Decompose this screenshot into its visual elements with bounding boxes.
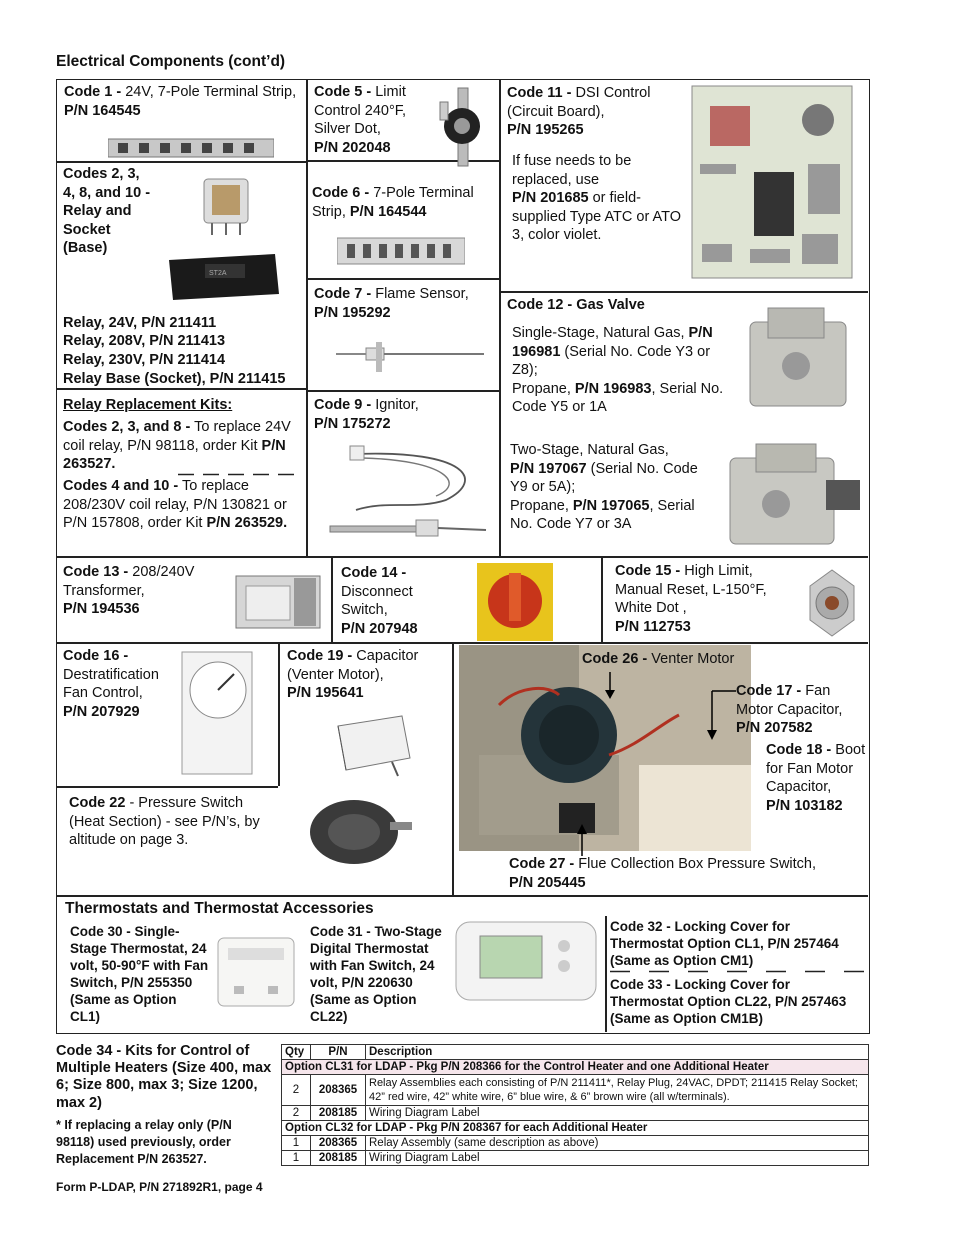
svg-text:ST2A: ST2A (209, 270, 227, 277)
header-description: Description (366, 1045, 869, 1060)
limit-control-image (432, 86, 492, 170)
footer: Form P-LDAP, P/N 271892R1, page 4 (56, 1180, 263, 1194)
code34-note: * If replacing a relay only (P/N 98118) used previously, order Replacement P/N 263527. (56, 1118, 232, 1166)
flame-sensor-image (336, 338, 486, 378)
cell-description: Wiring Diagram Label (366, 1106, 869, 1121)
code31-text: Code 31 - Two-Stage Digital Thermostat with Fan Switch, 24 volt, P/N 220630 (Same as Option CL22) (310, 924, 442, 1024)
page-title: Electrical Components (cont’d) (56, 53, 286, 70)
code1-text: Code 1 - 24V, 7-Pole Terminal Strip, P/N 164545 (64, 84, 297, 119)
code7-text: Code 7 - Flame Sensor, P/N 195292 (314, 286, 469, 321)
code30-text: Code 30 - Single-Stage Thermostat, 24 volt, 50-90°F with Fan Switch, P/N 255350 (Same as Option CL1) (70, 924, 209, 1024)
gas-valve-two-stage-image (716, 440, 862, 552)
ignitor-image (326, 440, 494, 550)
thermostats-title: Thermostats and Thermostat Accessories (65, 900, 374, 917)
option-cl31: Option CL31 for LDAP - Pkg P/N 208366 for the Control Heater and one Additional Heater (282, 1060, 869, 1075)
code27-label: Code 27 - Flue Collection Box Pressure Switch, P/N 205445 (509, 856, 817, 891)
relay-kits-title: Relay Replacement Kits: (63, 397, 233, 413)
relay-base: Relay Base (Socket), P/N 211415 (63, 371, 286, 387)
code15-text: Code 15 - High Limit, Manual Reset, L-150°F, White Dot , P/N 112753 (615, 563, 767, 635)
code16-text: Code 16 - Destratification Fan Control, P/N 207929 (63, 648, 159, 720)
cell-pn: 208365 (311, 1075, 366, 1106)
code12-title: Code 12 - Gas Valve (507, 297, 645, 313)
header-pn: P/N (311, 1045, 366, 1060)
code14-text: Code 14 - Disconnect Switch, P/N 207948 (341, 565, 418, 637)
code33-text: Code 33 - Locking Cover for Thermostat Option CL22, P/N 257463 (Same as Option CM1B) (610, 977, 847, 1026)
relay-kit-2: Codes 4 and 10 - To replace 208/230V coil relay, P/N 130821 or P/N 157808, order Kit P/N 263529. (63, 478, 288, 532)
terminal-strip-image (108, 137, 274, 159)
single-stage-thermostat-image (214, 934, 298, 1010)
code13-text: Code 13 - 208/240V Transformer, P/N 194536 (63, 564, 195, 618)
gas-valve-single-image (742, 302, 854, 420)
code11-text: Code 11 - DSI Control (Circuit Board), P/N 195265 (507, 85, 651, 139)
cell-description: Relay Assembly (same description as above) (366, 1136, 869, 1151)
terminal-strip-7pole-image (337, 234, 465, 270)
option-row (282, 1121, 869, 1136)
dashed-divider-thermo (610, 970, 864, 973)
high-limit-image (800, 566, 864, 640)
option-row (282, 1060, 869, 1075)
cell-pn: 208185 (311, 1106, 366, 1121)
code19-text: Code 19 - Capacitor (Venter Motor), P/N 195641 (287, 648, 419, 702)
arrow-venter-motor (604, 672, 616, 700)
relay-socket-image (165, 250, 283, 302)
cell-qty: 2 (282, 1075, 311, 1106)
code32-text: Code 32 - Locking Cover for Thermostat Option CL1, P/N 257464 (Same as Option CM1) (610, 919, 839, 968)
arrow-fan-capacitor (706, 690, 736, 742)
table-row (282, 1106, 869, 1121)
code11-fuse-note: If fuse needs to be replaced, use P/N 201685 or field-supplied Type ATC or ATO 3, color violet. (512, 153, 681, 244)
arrow-flue-pressure-switch (576, 822, 588, 856)
capacitor-image (332, 710, 418, 778)
transformer-image (232, 568, 324, 634)
cell-qty: 2 (282, 1106, 311, 1121)
table-header-row (282, 1045, 869, 1060)
code12-two-stage: Two-Stage, Natural Gas, P/N 197067 (Serial No. Code Y9 or 5A); Propane, P/N 197065, Serial No. Code Y7 or 3A (510, 442, 698, 533)
relay-kit-1: Codes 2, 3, and 8 - To replace 24V coil relay, P/N 98118, order Kit P/N 263527. (63, 419, 291, 473)
relay-24v: Relay, 24V, P/N 211411 (63, 315, 217, 331)
table-row (282, 1151, 869, 1166)
relay-image (200, 175, 252, 237)
pressure-switch-image (296, 790, 416, 870)
code18-label: Code 18 - Boot for Fan Motor Capacitor, P/N 103182 (766, 742, 866, 814)
cell-description: Relay Assemblies each consisting of P/N 211411*, Relay Plug, 24VAC, DPDT; 211415 Relay Socket; 42” red wire, 42” white wire, 6” blue wire, & 6” brown wire (all w/terminals). (366, 1075, 869, 1106)
disconnect-switch-image (477, 563, 553, 641)
header-qty: Qty (282, 1045, 311, 1060)
dashed-divider (178, 473, 302, 476)
relay-230v: Relay, 230V, P/N 211414 (63, 352, 226, 368)
relay-208v: Relay, 208V, P/N 211413 (63, 333, 226, 349)
table-row (282, 1136, 869, 1151)
code5-text: Code 5 - Limit Control 240°F, Silver Dot, P/N 202048 (314, 84, 407, 156)
code22-text: Code 22 - Pressure Switch (Heat Section) - see P/N’s, by altitude on page 3. (69, 795, 260, 849)
code9-text: Code 9 - Ignitor, P/N 175272 (314, 397, 419, 432)
code6-text: Code 6 - 7-Pole Terminal Strip, P/N 164544 (312, 185, 474, 220)
kits-table (281, 1044, 869, 1166)
code2-title: Codes 2, 3, 4, 8, and 10 - Relay and Socket (Base) (63, 166, 151, 257)
code17-label: Code 17 - Fan Motor Capacitor, P/N 207582 (736, 683, 843, 737)
digital-thermostat-image (452, 918, 600, 1004)
cell-description: Wiring Diagram Label (366, 1151, 869, 1166)
fan-control-image (178, 650, 256, 778)
code12-single-stage: Single-Stage, Natural Gas, P/N 196981 (Serial No. Code Y3 or Z8); Propane, P/N 196983, Serial No. Code Y5 or 1A (512, 325, 724, 416)
cell-qty: 1 (282, 1151, 311, 1166)
cell-pn: 208365 (311, 1136, 366, 1151)
code34-title: Code 34 - Kits for Control of Multiple Heaters (Size 400, max 6; Size 800, max 3; Size 1200, max 2) (56, 1043, 272, 1111)
table-row (282, 1075, 869, 1106)
code26-label: Code 26 - Venter Motor (582, 651, 735, 667)
cell-qty: 1 (282, 1136, 311, 1151)
cell-pn: 208185 (311, 1151, 366, 1166)
option-cl32: Option CL32 for LDAP - Pkg P/N 208367 for each Additional Heater (282, 1121, 869, 1136)
dsi-control-board-image (690, 84, 856, 282)
